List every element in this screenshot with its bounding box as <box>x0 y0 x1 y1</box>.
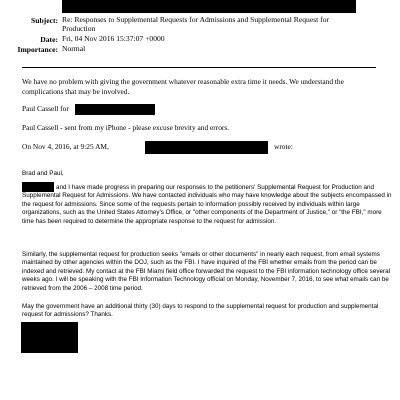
reply-sender-prefix: Paul Cassell for <box>22 104 69 113</box>
header-divider <box>22 67 376 68</box>
subject-value: Re: Responses to Supplemental Requests for Admissions and Supplemental Request for Production <box>62 15 330 33</box>
date-label: Date: <box>40 35 58 44</box>
redacted-sender-name <box>75 104 155 115</box>
quoted-paragraph-3: May the government have an additional thirty (30) days to respond to the supplemental request for production and supplemental request for admissions? Thanks. <box>22 303 379 319</box>
quoted-paragraph-1-text: and I have made progress in preparing our responses to the petitioners' Supplemental Request for Production and Supplemental Request for Admissions. We have contacted individuals who may have knowledge about the subjects encompassed in the request for admissions. Since some of the requests pertain to information possibly received by individuals within large organizations, such as the United States Attorney's Office, or "other components of the Department of Justice," or "the FBI," more time has been required to determine the appropriate response to the request for admission. <box>22 184 392 225</box>
redacted-header-field <box>62 0 356 13</box>
reply-body: We have no problem with giving the government whatever reasonable extra time it needs. We understand the complications that may be involved. <box>22 77 344 96</box>
quoted-greeting: Brad and Paul, <box>22 170 64 177</box>
quote-wrote: wrote: <box>274 142 293 151</box>
importance-label: Importance: <box>17 45 58 54</box>
quoted-paragraph-2: Similarly, the supplemental request for production seeks "emails or other documents" in nearly each request, from email systems maintained by other agencies within the DOJ, such as the FBI. I have inquired of the FBI whether emails from the period can be indexed and retrieved. My contact at the FBI Miami field office forwarded the request to the FBI information technology office several weeks ago. I will be speaking with the FBI Information Technology official on Monday, November 7, 2016, to see what emails can be retrieved from the 2006 – 2008 time period. <box>22 251 390 292</box>
redacted-signature-block <box>21 322 78 353</box>
reply-signature: Paul Cassell - sent from my iPhone - please excuse brevity and errors. <box>22 123 230 132</box>
redacted-quote-sender <box>145 141 268 154</box>
date-value: Fri, 04 Nov 2016 15:37:07 +0000 <box>62 34 165 43</box>
subject-label: Subject: <box>31 16 58 25</box>
quoted-paragraph-1 <box>22 184 392 226</box>
quote-intro: On Nov 4, 2016, at 9:25 AM, <box>22 142 109 151</box>
importance-value: Normal <box>62 44 86 53</box>
